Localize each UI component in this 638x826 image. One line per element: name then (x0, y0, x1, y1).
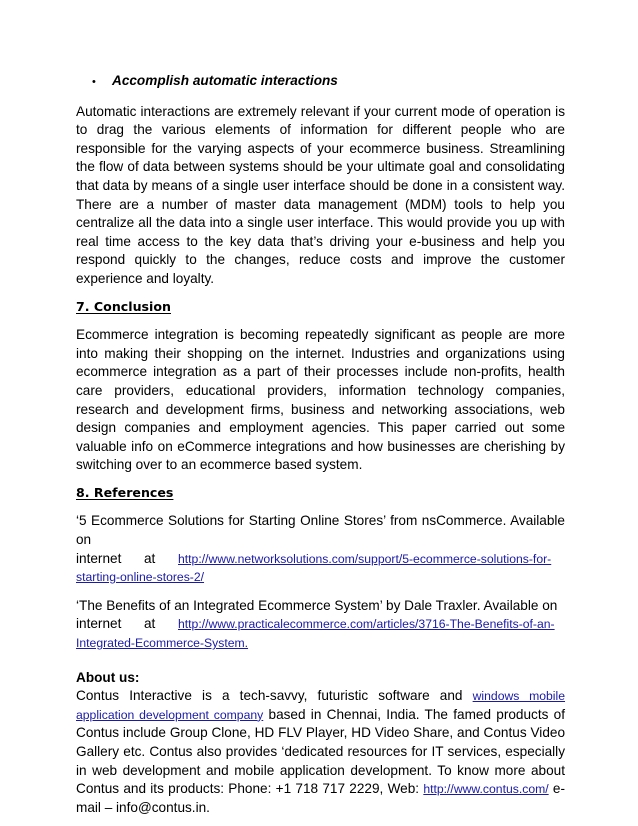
reference-1-line3 (76, 568, 565, 587)
reference-1-link-part1[interactable]: http://www.networksolutions.com/support/5-ecommerce-solutions-for- (178, 551, 552, 566)
reference-item (76, 512, 565, 586)
bullet-icon: • (92, 76, 96, 88)
about-paragraph (76, 687, 565, 817)
reference-2-link-part2[interactable]: Integrated-Ecommerce-System. (76, 636, 249, 651)
about-text-3: e-mail – info@contus.in. (76, 781, 565, 815)
conclusion-paragraph: Ecommerce integration is becoming repeatedly significant as people are more into making their shopping on the internet. Industries and organizations using ecommerce integration as a part of their processes include non-profits, health care providers, educational providers, information technology companies, research and development firms, business and networking associations, web design companies and employment agencies. This paper carried out some valuable info on eCommerce integrations and how businesses are cherishing by switching over to an ecommerce based system. (76, 327, 565, 473)
reference-item (76, 597, 565, 653)
reference-2-line3 (76, 634, 565, 653)
reference-1-line2 (76, 550, 565, 569)
reference-2-link-part1[interactable]: http://www.practicalecommerce.com/articles/3716-The-Benefits-of-an- (178, 617, 555, 632)
conclusion-heading: 7. Conclusion (76, 298, 171, 314)
about-text-2: based in Chennai, India. The famed products of Contus include Group Clone, HD FLV Player, HD Video Share, and Contus Video Gallery etc. Contus also provides ‘dedicated resources for IT services, especially in web development and mobile application development. To know more about Contus and its products: Phone: +1 718 717 2229, Web: (76, 706, 565, 797)
reference-1-link-part2[interactable]: starting-online-stores-2/ (76, 570, 205, 585)
reference-2-text: ‘The Benefits of an Integrated Ecommerce System’ by Dale Traxler. Available on (76, 597, 558, 613)
reference-2-word-at: at (144, 616, 156, 632)
about-heading: About us: (76, 669, 140, 685)
document-page (76, 72, 565, 817)
reference-1-word-internet: internet (76, 550, 122, 566)
reference-1-word-at: at (144, 550, 156, 566)
references-heading: 8. References (76, 484, 174, 500)
about-company-link[interactable]: windows mobile application development company (76, 689, 566, 722)
about-web-link[interactable]: http://www.contus.com/ (423, 782, 549, 797)
automatic-interactions-paragraph: Automatic interactions are extremely relevant if your current mode of operation is to drag the various elements of information for different people who are responsible for the varying aspects of your ecommerce business. Streamlining the flow of data between systems should be your ultimate goal and consolidating that data by means of a single user interface should be done in a consistent way. There are a number of master data management (MDM) tools to help you centralize all the data into a single user interface. This would provide you up with real time access to the key data that’s driving your e-business and help you respond quickly to the changes, reduce costs and improve the customer experience and loyalty. (76, 103, 565, 286)
reference-2-word-internet: internet (76, 616, 122, 632)
reference-2-line2 (76, 615, 565, 634)
about-text-1: Contus Interactive is a tech-savvy, futuristic software and (76, 688, 473, 704)
reference-1-text: ‘5 Ecommerce Solutions for Starting Online Stores’ from nsCommerce. Available on (76, 513, 565, 548)
bullet-item (76, 72, 565, 92)
bullet-heading: Accomplish automatic interactions (112, 73, 338, 88)
